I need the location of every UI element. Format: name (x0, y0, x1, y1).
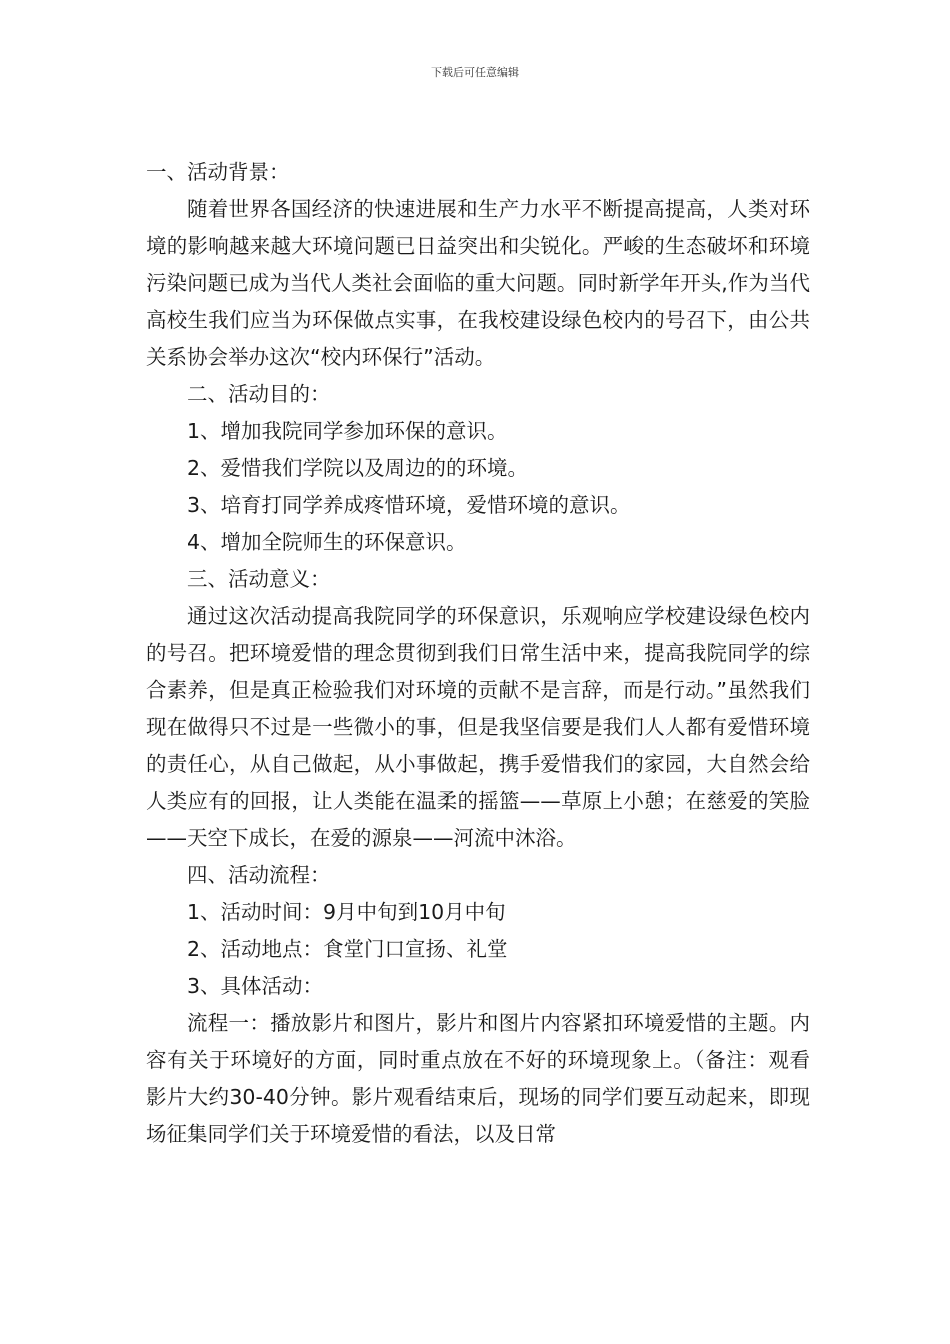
paragraph-process-one: 流程一：播放影片和图片，影片和图片内容紧扣环境爱惜的主题。内容有关于环境好的方面，同时重点放在不好的环境现象上。（备注：观看影片大约30-40分钟。影片观看结束后，现场的同学们要互动起来，即现场征集同学们关于环境爱惜的看法，以及日常 (146, 1011, 810, 1146)
document-body (146, 154, 810, 1153)
process-item-time: 1、活动时间：9月中旬到10月中旬 (187, 900, 506, 924)
paragraph-background: 随着世界各国经济的快速进展和生产力水平不断提高提高，人类对环境的影响越来越大环境问题已日益突出和尖锐化。严峻的生态破坏和环境污染问题已成为当代人类社会面临的重大问题。同时新学年开头,作为当代高校生我们应当为环保做点实事，在我校建设绿色校内的号召下，由公共关系协会举办这次“校内环保行”活动。 (146, 197, 810, 369)
purpose-item-3: 3、培育打同学养成疼惜环境，爱惜环境的意识。 (187, 493, 631, 517)
process-item-location: 2、活动地点：食堂门口宣扬、礼堂 (187, 937, 508, 961)
purpose-item-4: 4、增加全院师生的环保意识。 (187, 530, 467, 554)
heading-process: 四、活动流程： (187, 863, 331, 887)
paragraph-significance: 通过这次活动提高我院同学的环保意识，乐观响应学校建设绿色校内的号召。把环境爱惜的理念贯彻到我们日常生活中来，提高我院同学的综合素养，但是真正检验我们对环境的贡献不是言辞，而是行动。”虽然我们现在做得只不过是一些微小的事，但是我坚信要是我们人人都有爱惜环境的责任心，从自己做起，从小事做起，携手爱惜我们的家园，大自然会给人类应有的回报，让人类能在温柔的摇篮——草原上小憩；在慈爱的笑脸——天空下成长，在爱的源泉——河流中沐浴。 (146, 604, 810, 850)
heading-significance: 三、活动意义： (187, 567, 331, 591)
heading-background: 一、活动背景： (146, 160, 290, 184)
purpose-item-2: 2、爱惜我们学院以及周边的的环境。 (187, 456, 529, 480)
page-header: 下载后可任意编辑 (431, 66, 519, 79)
purpose-item-1: 1、增加我院同学参加环保的意识。 (187, 419, 508, 443)
process-item-activities: 3、具体活动： (187, 974, 324, 998)
heading-purpose: 二、活动目的： (187, 382, 331, 406)
